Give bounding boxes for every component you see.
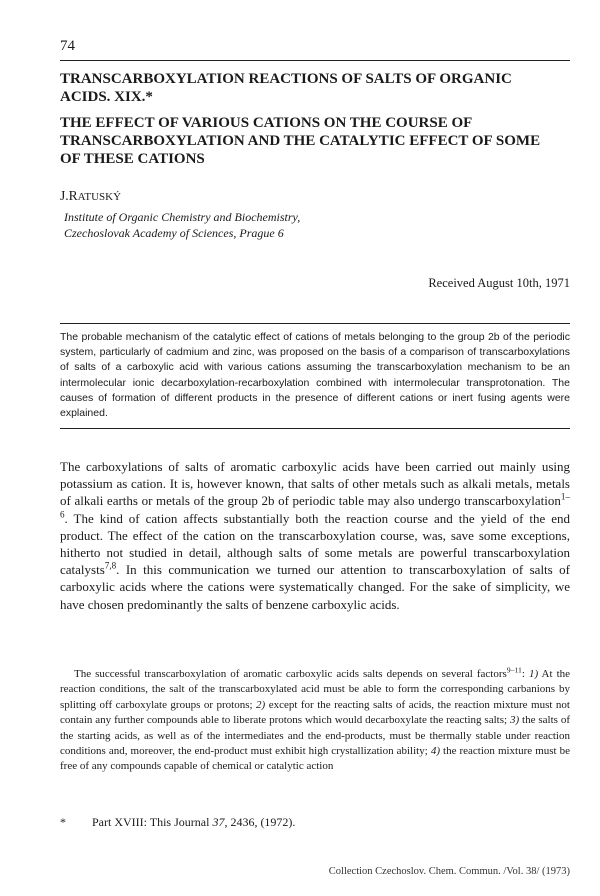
page-number: 74 <box>60 38 75 54</box>
citation-ref: 9–11 <box>506 665 522 675</box>
abstract-top-rule <box>60 323 570 324</box>
citation-ref: 7,8 <box>104 560 117 571</box>
author-name: J.RATUSKÝ <box>60 188 122 203</box>
author-affiliation: Institute of Organic Chemistry and Biochemistry, Czechoslovak Academy of Sciences, Prague 6 <box>64 210 301 240</box>
header-rule <box>60 60 570 61</box>
abstract-bottom-rule <box>60 428 570 429</box>
abstract: The probable mechanism of the catalytic effect of cations of metals belonging to the group 2b of the periodic system, particularly of cadmium and zinc, was proposed on the basis of a comparison of transcarboxylations of salts of a carboxylic acid with various cations assuming the transcarboxylation mechanism to be an intermolecular ionic decarboxylation-recarboxylation combined with intermolecular transprotonation. The causes of formation of different products in the presence of different cations or inert fusing agents were explained. <box>60 331 570 420</box>
article-subtitle: THE EFFECT OF VARIOUS CATIONS ON THE COURSE OF TRANSCARBOXYLATION AND THE CATALYTIC EFFECT OF SOME OF THESE CATIONS <box>60 115 541 167</box>
factors-paragraph: The successful transcarboxylation of aromatic carboxylic acids salts depends on several factors$^{9-11}$: 1) At the reaction conditions, the salt of the transcarboxylated acid must be able to form the corresponding carbanions by splitting off carboxylate groups or protons; 2) except for the reacting salts of acids, the reaction mixture must not contain any further compounds able to liberate protons which would decarboxylate the reacting salts; 3) the salts of the starting acids, as well as of the intermediates and the end-products, must be thermally stable under reaction conditions and, moreover, the end-product must exhibit high crystallization ability; 4) the reaction mixture must be free of any compounds capable of chemical or catalytic action <box>60 665 571 773</box>
received-date: Received August 10th, 1971 <box>428 276 570 290</box>
citation-ref: 1–6 <box>60 492 570 520</box>
footnote: * Part XVIII: This Journal 37, 2436, (1972). <box>60 815 296 829</box>
intro-paragraph: The carboxylations of salts of aromatic carboxylic acids have been carried out mainly using potassium as cation. It is, however known, that salts of other metals such as alkali metals, metals of alkali earths or metals of the group 2b of periodic table may also undergo transcarboxylation$^{1-6}$. The kind of cation affects substantially both the reaction course and the yield of the end product. The effect of the cation on the transcarboxylation course, was, save some exceptions, hitherto not studied in detail, although salts of some metals are powerful transcarboxylation catalysts$^{7,8}$. In this communication we turned our attention to transcarboxylation of salts of carboxylic acids where the cations were systematically changed. For the sake of simplicity, we have chosen predominantly the salts of benzene carboxylic acids. <box>60 459 570 612</box>
journal-running-footer: Collection Czechoslov. Chem. Commun. /Vol. 38/ (1973) <box>328 866 570 877</box>
article-title: TRANSCARBOXYLATION REACTIONS OF SALTS OF ORGANIC ACIDS. XIX.* <box>60 71 512 105</box>
